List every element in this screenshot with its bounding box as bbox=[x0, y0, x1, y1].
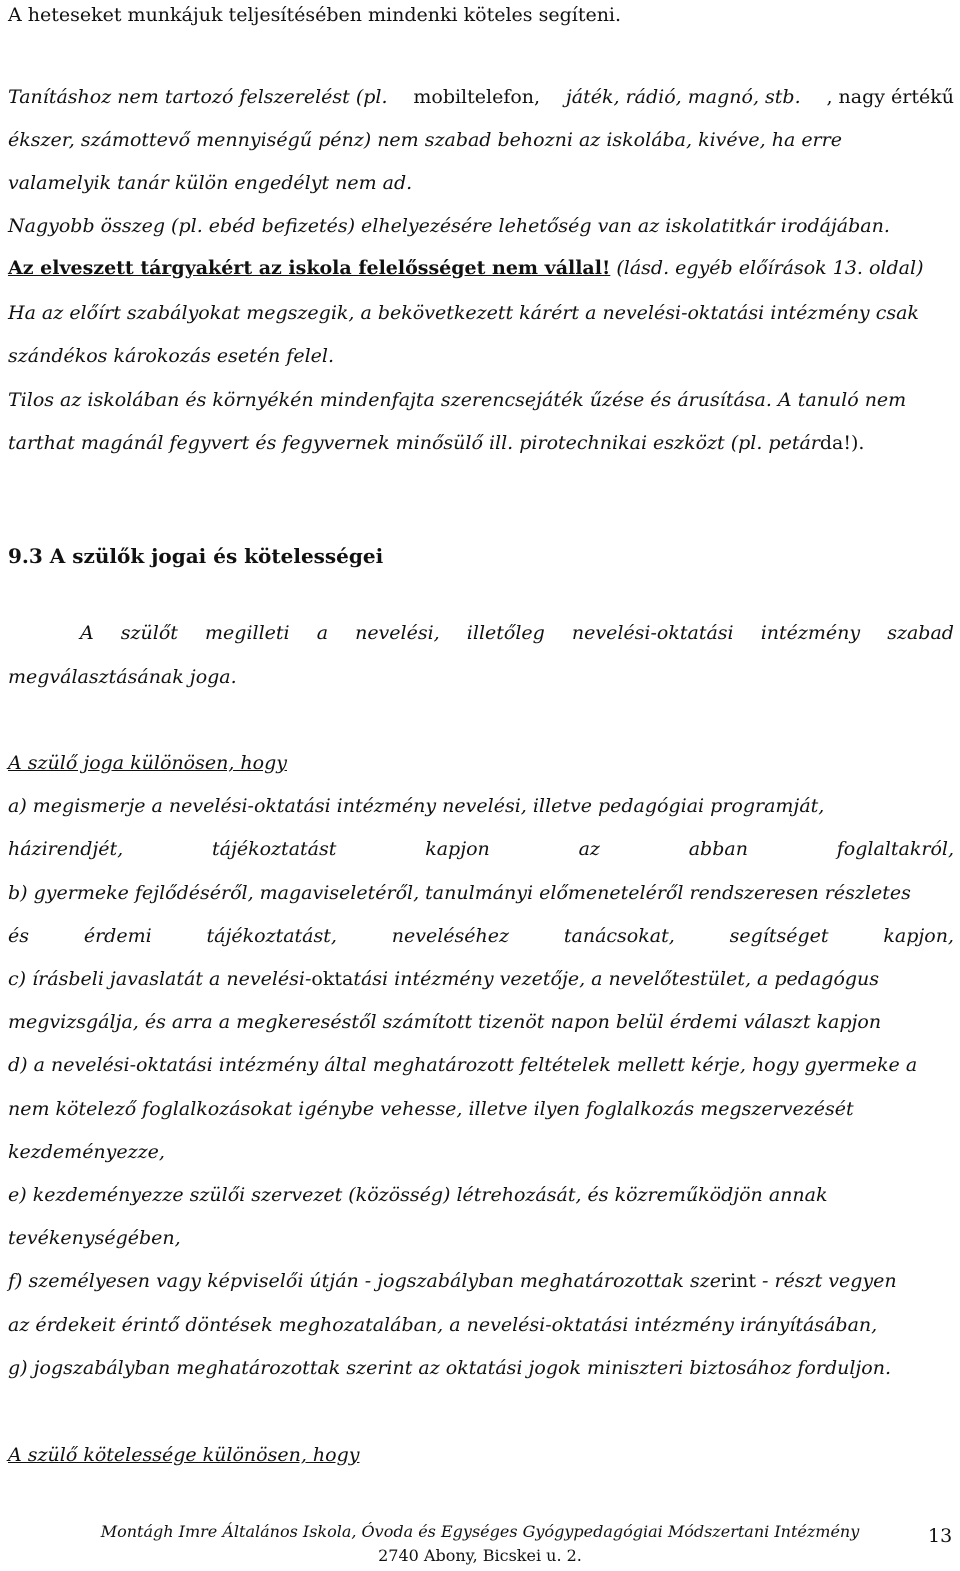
right-b-line2 bbox=[8, 924, 954, 948]
right-c-text-2: megvizsgálja, és arra a megkereséstől számított tizenöt napon belül érdemi választ kapjon bbox=[8, 1011, 882, 1033]
right-g-line1 bbox=[8, 1356, 954, 1380]
rules-p4-text-2: szándékos károkozás esetén felel. bbox=[8, 345, 335, 367]
right-g-text-1: g) jogszabályban meghatározottak szerint az oktatási jogok miniszteri biztosához forduljon. bbox=[8, 1357, 892, 1379]
intro-text: A heteseket munkájuk teljesítésében mindenki köteles segíteni. bbox=[8, 4, 622, 26]
rules-p3-line1 bbox=[8, 256, 954, 280]
footer-address-text: 2740 Abony, Bicskei u. 2. bbox=[378, 1546, 582, 1565]
intro-line bbox=[8, 3, 954, 27]
footer-institution-text: Montágh Imre Általános Iskola, Óvoda és Egységes Gyógypedagógiai Módszertani Intézmény bbox=[100, 1522, 860, 1541]
right-b-word: neveléséhez bbox=[391, 925, 510, 947]
section-heading-text: 9.3 A szülők jogai és kötelességei bbox=[8, 544, 384, 568]
rules-p5-text-2b: da!). bbox=[819, 432, 865, 454]
duties-title bbox=[8, 1443, 359, 1467]
intro-word: nevelési-oktatási bbox=[571, 622, 734, 644]
right-d-text-3: kezdeményezze, bbox=[8, 1141, 165, 1163]
section-intro-line1 bbox=[80, 621, 954, 645]
intro-word: nevelési, bbox=[355, 622, 440, 644]
footer-address bbox=[0, 1546, 960, 1566]
right-c-text-1b: okta bbox=[311, 968, 354, 990]
duties-title-text: A szülő kötelessége különösen, hogy bbox=[8, 1444, 360, 1466]
right-b-word: kapjon, bbox=[883, 925, 954, 947]
right-b-word: tájékoztatást, bbox=[206, 925, 337, 947]
rules-p1-text-d: , nagy értékű bbox=[826, 86, 954, 108]
right-a-line1 bbox=[8, 794, 954, 818]
right-a-word: az bbox=[578, 838, 600, 860]
rules-p4-text-1: Ha az előírt szabályokat megszegik, a bekövetkezett kárért a nevelési-oktatási intézmény csak bbox=[8, 302, 919, 324]
right-e-line2 bbox=[8, 1226, 954, 1250]
intro-word: a bbox=[316, 622, 329, 644]
rules-p1-text-2: ékszer, számottevő mennyiségű pénz) nem szabad behozni az iskolába, kivéve, ha erre bbox=[8, 129, 842, 151]
rules-p1-text-a: Tanításhoz nem tartozó felszerelést (pl. bbox=[8, 86, 388, 108]
right-f-text-1b: rint bbox=[720, 1270, 757, 1292]
right-b-text-1: b) gyermeke fejlődéséről, magaviseletéről, tanulmányi előmeneteléről rendszeresen részletes bbox=[8, 882, 911, 904]
rules-p1-line2 bbox=[8, 128, 954, 152]
right-f-text-1a: f) személyesen vagy képviselői útján - jogszabályban meghatározottak sze bbox=[8, 1270, 721, 1292]
right-d-text-1: d) a nevelési-oktatási intézmény által meghatározott feltételek mellett kérje, hogy gyermeke a bbox=[8, 1054, 918, 1076]
right-f-line2 bbox=[8, 1313, 954, 1337]
right-c-line2 bbox=[8, 1010, 954, 1034]
right-e-text-1: e) kezdeményezze szülői szervezet (közösség) létrehozását, és közreműködjön annak bbox=[8, 1184, 828, 1206]
right-d-text-2: nem kötelező foglalkozásokat igénybe vehesse, illetve ilyen foglalkozás megszervezését bbox=[8, 1098, 854, 1120]
intro-word: megilleti bbox=[205, 622, 290, 644]
intro-word: illetőleg bbox=[466, 622, 545, 644]
intro-word: A bbox=[80, 622, 94, 644]
rules-p5-line2 bbox=[8, 431, 954, 455]
rules-p1-text-b: mobiltelefon, bbox=[413, 86, 541, 108]
rules-p1-text-3: valamelyik tanár külön engedélyt nem ad. bbox=[8, 172, 413, 194]
right-c-text-1a: c) írásbeli javaslatát a nevelési- bbox=[8, 968, 312, 990]
right-a-word: tájékoztatást bbox=[212, 838, 337, 860]
page-number: 13 bbox=[928, 1525, 953, 1547]
rules-p2-line1 bbox=[8, 214, 954, 238]
right-c-line1 bbox=[8, 967, 954, 991]
section-intro-text-2: megválasztásának joga. bbox=[8, 666, 237, 688]
lost-items-reference: (lásd. egyéb előírások 13. oldal) bbox=[610, 257, 924, 279]
rules-p5-line1 bbox=[8, 388, 954, 412]
rights-title bbox=[8, 751, 287, 775]
intro-word: szülőt bbox=[120, 622, 178, 644]
right-b-word: segítséget bbox=[729, 925, 829, 947]
rules-p1-line3 bbox=[8, 171, 954, 195]
right-b-word: és bbox=[8, 925, 29, 947]
rules-p5-text-2a: tarthat magánál fegyvert és fegyvernek minősülő ill. pirotechnikai eszközt (pl. petár bbox=[8, 432, 820, 454]
rules-p5-text-1: Tilos az iskolában és környékén mindenfajta szerencsejáték űzése és árusítása. A tanuló nem bbox=[8, 389, 907, 411]
right-a-word: házirendjét, bbox=[8, 838, 124, 860]
right-d-line2 bbox=[8, 1097, 954, 1121]
section-heading bbox=[8, 544, 954, 568]
rules-p1-line1 bbox=[8, 85, 954, 109]
rules-p4-line1 bbox=[8, 301, 954, 325]
lost-items-warning: Az elveszett tárgyakért az iskola felelősséget nem vállal! bbox=[8, 257, 611, 279]
right-a-word: foglaltakról, bbox=[836, 838, 954, 860]
right-b-line1 bbox=[8, 881, 954, 905]
right-b-word: érdemi bbox=[83, 925, 152, 947]
rights-title-text: A szülő joga különösen, hogy bbox=[8, 752, 287, 774]
rules-p2-text: Nagyobb összeg (pl. ebéd befizetés) elhelyezésére lehetőség van az iskolatitkár irodájában. bbox=[8, 215, 890, 237]
intro-word: intézmény bbox=[760, 622, 861, 644]
right-a-text-1: a) megismerje a nevelési-oktatási intézmény nevelési, illetve pedagógiai programját, bbox=[8, 795, 825, 817]
right-a-word: kapjon bbox=[425, 838, 490, 860]
right-d-line3 bbox=[8, 1140, 954, 1164]
right-f-line1 bbox=[8, 1269, 954, 1293]
rules-p4-line2 bbox=[8, 344, 954, 368]
right-c-text-1c: tási intézmény vezetője, a nevelőtestület, a pedagógus bbox=[353, 968, 880, 990]
right-f-text-2: az érdekeit érintő döntések meghozatalában, a nevelési-oktatási intézmény irányításában, bbox=[8, 1314, 878, 1336]
rules-p1-text-c: játék, rádió, magnó, stb. bbox=[565, 86, 801, 108]
right-b-word: tanácsokat, bbox=[563, 925, 675, 947]
footer-institution bbox=[0, 1522, 960, 1542]
right-f-text-1c: - részt vegyen bbox=[756, 1270, 897, 1292]
right-a-line2 bbox=[8, 837, 954, 861]
right-a-word: abban bbox=[688, 838, 748, 860]
intro-word: szabad bbox=[887, 622, 954, 644]
right-e-line1 bbox=[8, 1183, 954, 1207]
section-intro-line2 bbox=[8, 665, 954, 689]
right-e-text-2: tevékenységében, bbox=[8, 1227, 181, 1249]
right-d-line1 bbox=[8, 1053, 954, 1077]
